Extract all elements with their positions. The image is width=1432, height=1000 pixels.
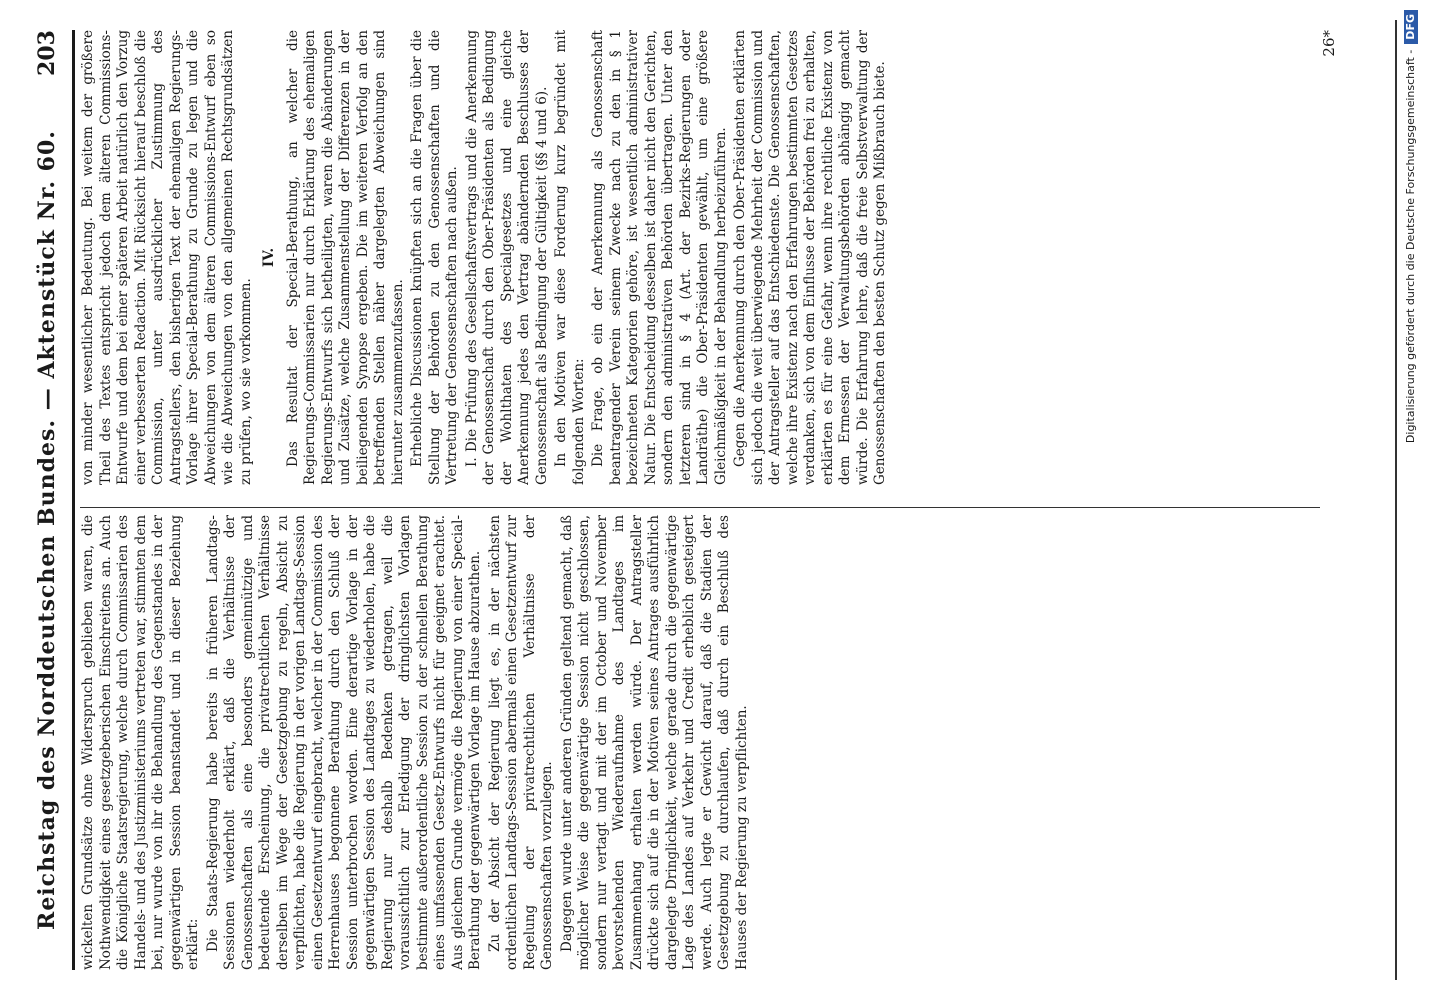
dfg-credit: Digitalisierung gefördert durch die Deutsche Forschungsgemeinschaft - <box>1404 49 1417 444</box>
dfg-logo: DFG <box>1404 10 1418 44</box>
paragraph: In den Motiven war diese Forderung kurz begründet mit folgenden Worten: <box>553 30 587 485</box>
paragraph: Dagegen wurde unter anderen Gründen geltend gemacht, daß möglicher Weise die gegenwärtige Session nicht geschlossen, sondern nur vertagt und mit der im October und November bevorstehenden Wiederaufnahme des Landtages im Zusammenhang erhalten werden würde. Der Antragsteller drückte sich auf die in der Motiven seines Antrages ausführlich dargelegte Dringlichkeit, welche gerade durch die gegenwärtige Lage des Landes auf Verkehr und Credit erheblich gesteigert werde. Auch legte er Gewicht darauf, daß die Stadien der Gesetzgebung zu durchlaufen, daß durch ein Beschluß des Hauses der Regierung zu verpflichten. <box>558 515 750 970</box>
right-column <box>80 30 1320 485</box>
paragraph: von minder wesentlicher Bedeutung. Bei weitem der größere Theil des Textes entspricht jedoch dem älteren Commissions-Entwurfe und dem bei einer späteren Arbeit natürlich den Vorzug einer verbesserten Redaction. Mit Rücksicht hierauf beschloß die Commission, unter ausdrücklicher Zustimmung des Antragstellers, den bisherigen Text der ehemaligen Regierungs-Vorlage ihrer Special-Berathung zu Grunde zu legen und die Abweichungen von dem älteren Commissions-Entwurf eben so wie die Abweichungen von den allgemeinen Rechtsgrundsätzen zu prüfen, wo sie vorkommen. <box>80 30 254 485</box>
paragraph: Erhebliche Discussionen knüpften sich an die Fragen über die Stellung der Behörden zu den Genossenschaften und die Vertretung der Genossenschaften nach außen. <box>409 30 460 485</box>
paragraph: Die Frage, ob ein der Anerkennung als Genossenschaft beantragender Verein seinem Zwecke nach zu den in § 1 bezeichneten Kategorien gehöre, ist wesentlich administrativer Natur. Die Entscheidung desselben ist daher nicht den Gerichten, sondern den administrativen Behörden übertragen. Unter den letzteren sind in § 4 (Art. der Bezirks-Regierungen oder Landräthe) die Ober-Präsidenten gewählt, um eine größere Gleichmäßigkeit in der Behandlung herbeizuführen. <box>590 30 729 485</box>
paragraph: Zu der Absicht der Regierung liegt es, in der nächsten ordentlichen Landtags-Session abermals einen Gesetzentwurf zur Regelung der privatrechtlichen Verhältnisse der Genossenschaften vorzulegen. <box>486 515 555 970</box>
signature-mark: 26* <box>1320 30 1338 57</box>
paragraph: I. Die Prüfung des Gesellschaftsvertrags und die Anerkennung der Genossenschaft durch den Ober-Präsidenten als Bedingung der Wohlthaten des Specialgesetzes und eine gleiche Anerkennung jedes den Vertrag abändernden Beschlusses der Genossenschaft als Bedingung der Gültigkeit (§§ 4 und 6). <box>463 30 550 485</box>
header-rule <box>72 30 75 970</box>
column-divider <box>80 507 1320 508</box>
dfg-side-note <box>1396 0 1426 1000</box>
running-title: Reichstag des Norddeutschen Bundes. — Aktenstück Nr. 60. <box>34 130 60 930</box>
page-number: 203 <box>34 30 60 76</box>
section-heading: IV. <box>261 247 277 268</box>
paragraph: Die Staats-Regierung habe bereits in früheren Landtags-Sessionen wiederholt erklärt, daß die Verhältnisse der Genossenschaften als eine besonders gemeinnützige und bedeutende Erscheinung, die privatrechtlichen Verhältnisse derselben im Wege der Gesetzgebung zu regeln, Absicht zu verpflichten, habe die Regierung in der vorigen Landtags-Session einen Gesetzentwurf eingebracht, welcher in der Commission des Herrenhauses begonnene Berathung durch den Schluß der Session unterbrochen worden. Eine derartige Vorlage in der gegenwärtigen Session des Landtages zu wiederholen, habe die Regierung nur deshalb Bedenken getragen, weil die voraussichtlich zur Erledigung der dringlichsten Vorlagen bestimmte außerordentliche Session zu der schnellen Berathung eines umfassenden Gesetz-Entwurfs nicht für geeignet erachtet. Aus gleichem Grunde vermöge die Regierung von einer Special-Berathung der gegenwärtigen Vorlage im Hause abzurathen. <box>204 515 483 970</box>
dfg-note-text <box>1396 0 1426 1000</box>
left-column <box>80 515 1320 970</box>
page-header <box>28 30 68 970</box>
paragraph: Das Resultat der Special-Berathung, an welcher die Regierungs-Commissarien nur durch Erklärung des ehemaligen Regierungs-Entwurfs sich betheiligten, waren die Abänderungen und Zusätze, welche Zusammenstellung der Differenzen in der beiliegenden Synopse ergeben. Die im weiteren Verfolg an den betreffenden Stellen näher dargelegten Abweichungen sind hierunter zusammenzufassen. <box>284 30 406 485</box>
paragraph: Gegen die Anerkennung durch den Ober-Präsidenten erklärten sich jedoch die weit überwiegende Mehrheit der Commission und der Antragsteller auf das Entschiedenste. Die Genossenschaften, welche ihre Existenz nach den Erfahrungen bestimmten Gesetzes verdanken, sich von dem Einflusse der Behörden frei zu erhalten, erklärten es für eine Gefahr, wenn ihre rechtliche Existenz von dem Ermessen der Verwaltungsbehörden abhängig gemacht würde. Die Erfahrung lehre, daß die freie Selbstverwaltung der Genossenschaften den besten Schutz gegen Mißbrauch biete. <box>732 30 888 485</box>
paragraph: wickelten Grundsätze ohne Widerspruch geblieben waren, die Nothwendigkeit eines gesetzgeberischen Einschreitens an. Auch die Königliche Staatsregierung, welche durch Commissarien des Handels- und des Justizministeriums vertreten war, stimmten dem bei, nur wurde von ihr die Behandlung des Gegenstandes in der gegenwärtigen Session beanstandet und in dieser Beziehung erklärt: <box>80 515 201 970</box>
